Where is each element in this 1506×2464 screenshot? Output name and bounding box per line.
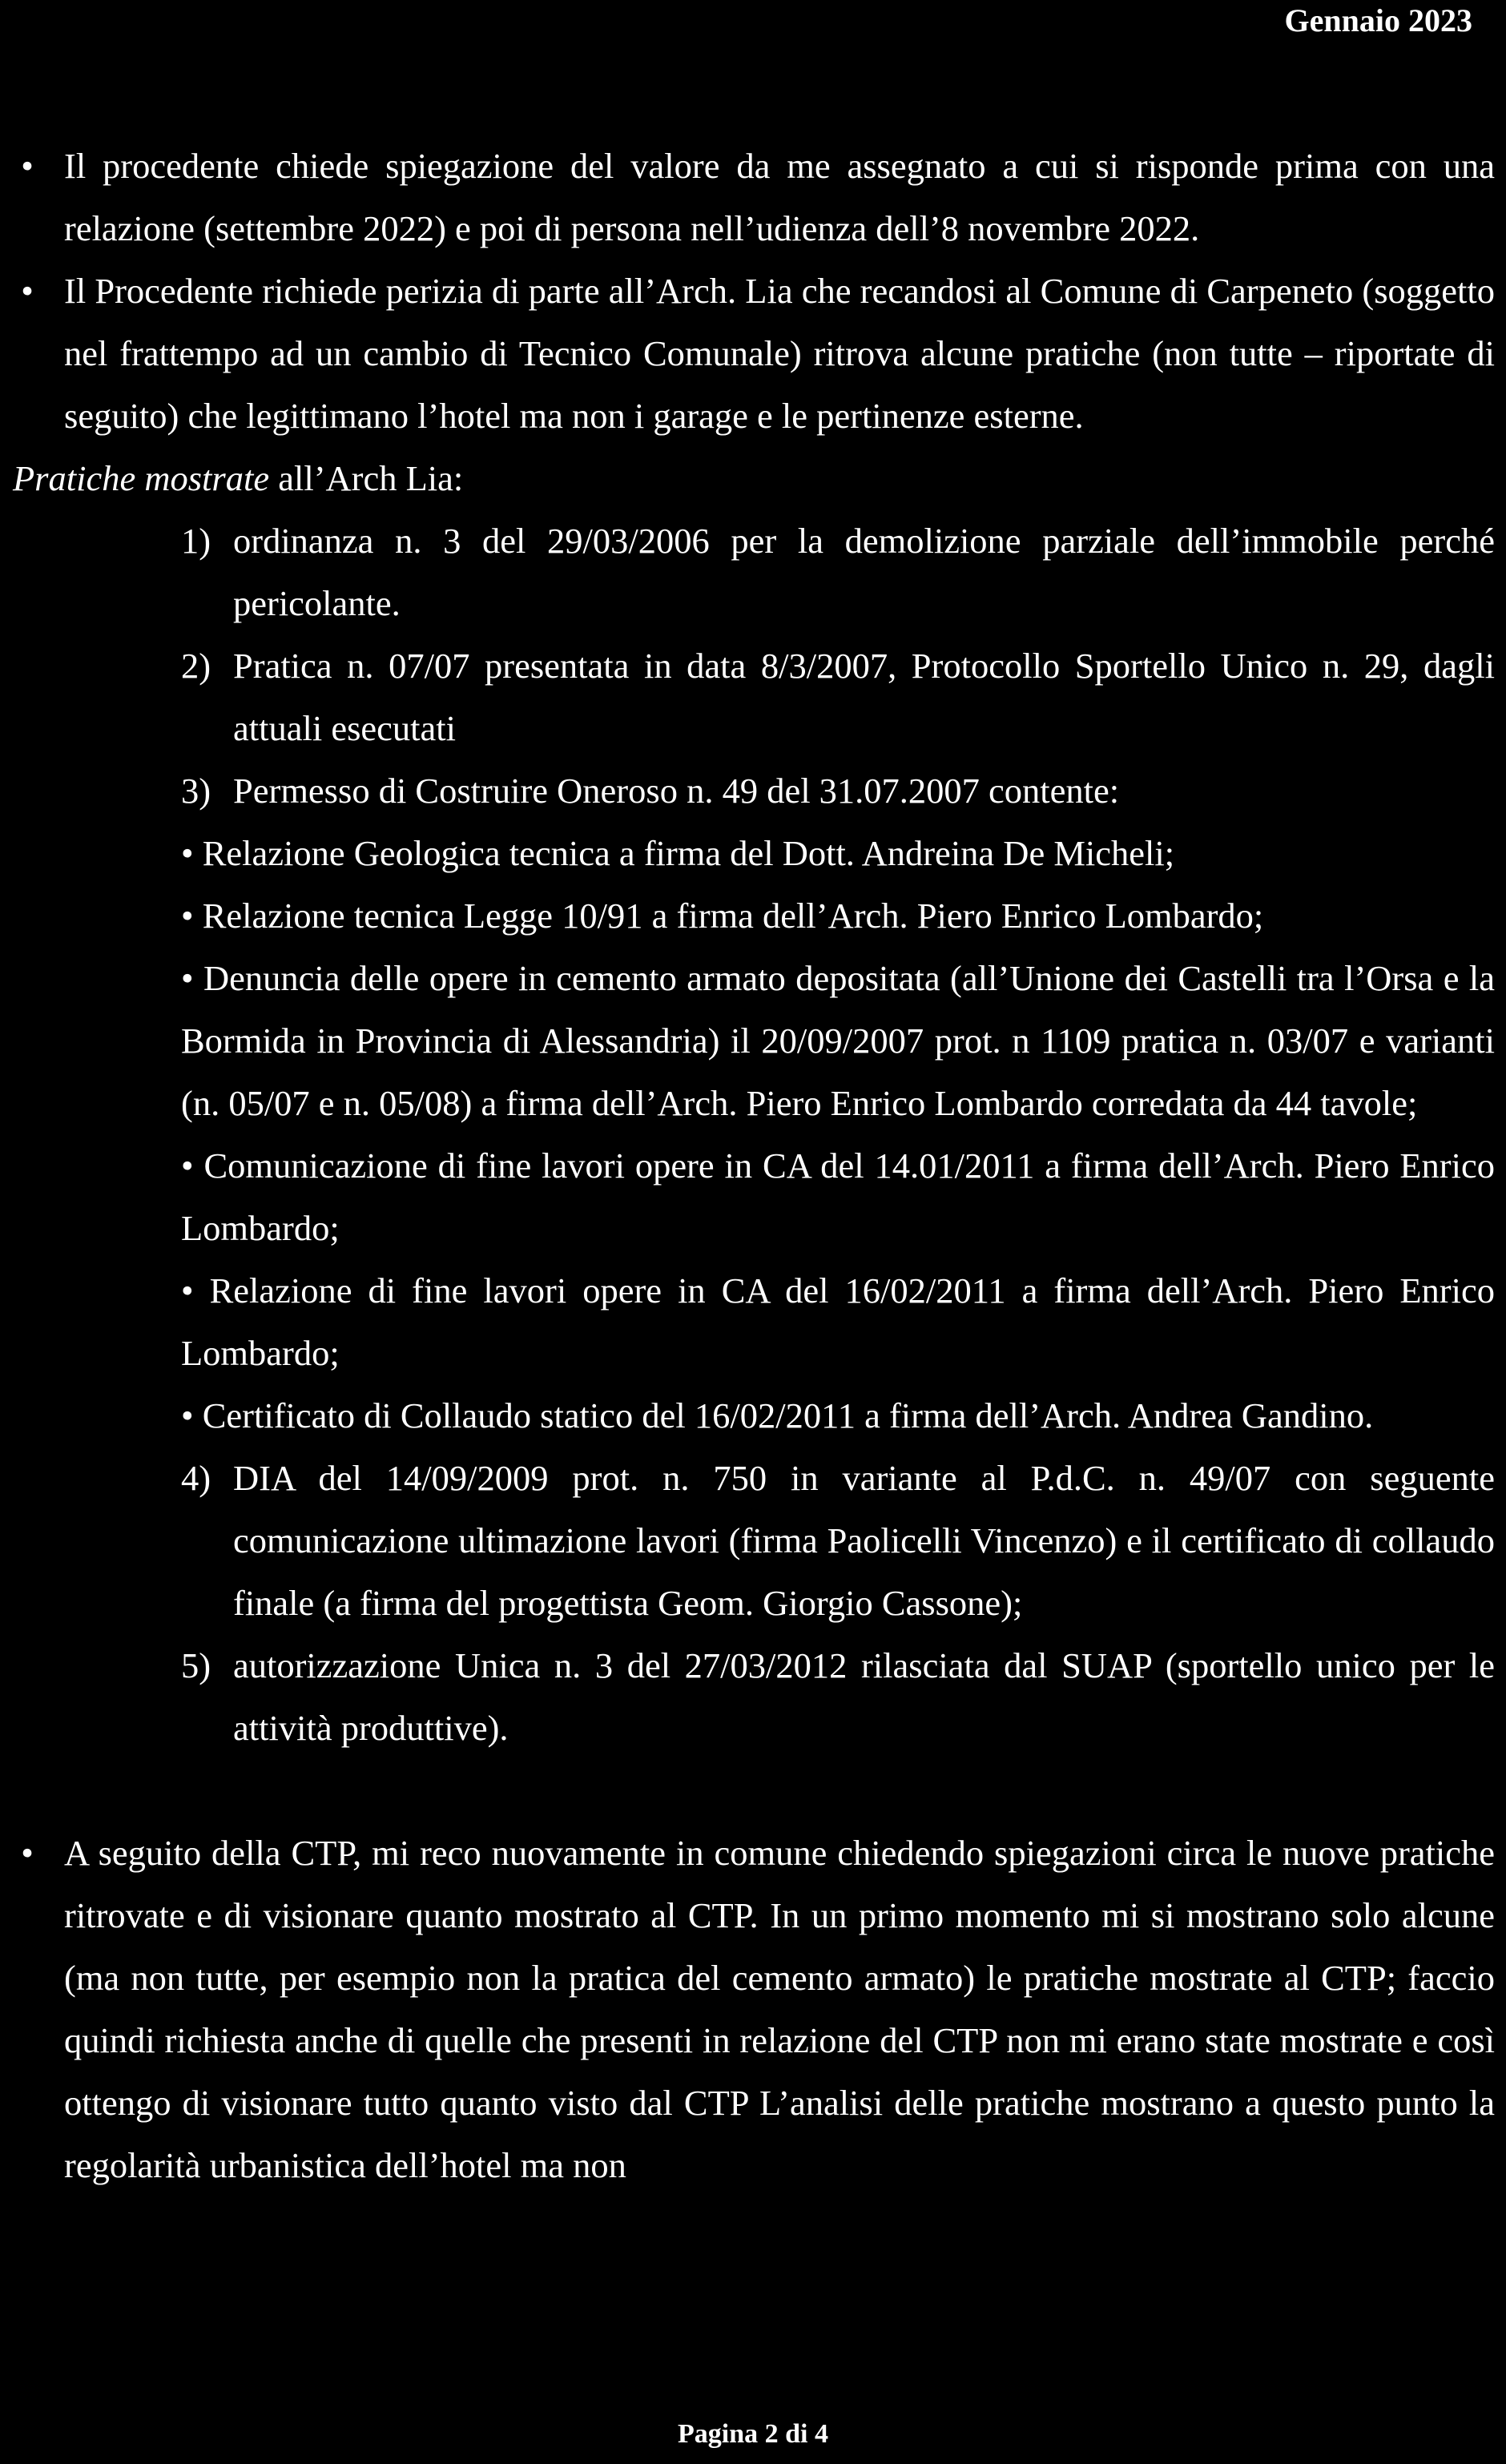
- heading-rest: all’Arch Lia:: [269, 458, 464, 498]
- bullet-paragraph: [13, 260, 1495, 447]
- spacer: [13, 1759, 1495, 1822]
- item-number: 1): [181, 521, 211, 561]
- item-number: 4): [181, 1458, 211, 1498]
- item-text: ordinanza n. 3 del 29/03/2006 per la demolizione parziale dell’immobile perché pericolante.: [233, 521, 1495, 623]
- paragraph-text: Il procedente chiede spiegazione del valore da me assegnato a cui si risponde prima con una relazione (settembre 2022) e poi di persona nell’udienza dell’8 novembre 2022.: [64, 146, 1495, 248]
- bullet-dot-icon: •: [21, 271, 34, 311]
- item-text: autorizzazione Unica n. 3 del 27/03/2012 rilasciata dal SUAP (sportello unico per le attività produttive).: [233, 1645, 1495, 1748]
- pratiche-heading: [13, 447, 1495, 509]
- numbered-item: [13, 1634, 1495, 1759]
- numbered-item: [13, 634, 1495, 759]
- paragraph-text: Il Procedente richiede perizia di parte all’Arch. Lia che recandosi al Comune di Carpeneto (soggetto nel frattempo ad un cambio di Tecnico Comunale) ritrova alcune pratiche (non tutte – riportate di seguito) che legittimano l’hotel ma non i garage e le pertinenze esterne.: [64, 271, 1495, 436]
- item-number: 5): [181, 1645, 211, 1685]
- page-number: Pagina 2 di 4: [678, 2419, 828, 2449]
- sub-item: • Relazione di fine lavori opere in CA del 16/02/2011 a firma dell’Arch. Piero Enrico Lombardo;: [181, 1270, 1495, 1373]
- item-number: 2): [181, 646, 211, 686]
- document-body: [13, 135, 1495, 2196]
- bullet-dot-icon: •: [21, 1833, 34, 1873]
- numbered-item: [13, 1447, 1495, 1634]
- sub-item: • Relazione Geologica tecnica a firma del Dott. Andreina De Micheli;: [181, 833, 1175, 873]
- bullet-dot-icon: •: [21, 146, 34, 186]
- numbered-item: [13, 759, 1495, 822]
- sub-item: • Certificato di Collaudo statico del 16/02/2011 a firma dell’Arch. Andrea Gandino.: [181, 1395, 1374, 1435]
- item-text: Permesso di Costruire Oneroso n. 49 del 31.07.2007 contente:: [233, 771, 1120, 811]
- sub-item: • Relazione tecnica Legge 10/91 a firma dell’Arch. Piero Enrico Lombardo;: [181, 896, 1264, 936]
- sub-item: • Comunicazione di fine lavori opere in CA del 14.01/2011 a firma dell’Arch. Piero Enrico Lombardo;: [181, 1145, 1495, 1248]
- numbered-item: [13, 509, 1495, 634]
- item-text: DIA del 14/09/2009 prot. n. 750 in variante al P.d.C. n. 49/07 con seguente comunicazione ultimazione lavori (firma Paolicelli Vincenzo) e il certificato di collaudo finale (a firma del progettista Geom. Giorgio Cassone);: [233, 1458, 1495, 1623]
- bullet-paragraph: [13, 1822, 1495, 2196]
- paragraph-text: A seguito della CTP, mi reco nuovamente in comune chiedendo spiegazioni circa le nuove pratiche ritrovate e di visionare quanto mostrato al CTP. In un primo momento mi si mostrano solo alcune (ma non tutte, per esempio non la pratica del cemento armato) le pratiche mostrate al CTP; faccio quindi richiesta anche di quelle che presenti in relazione del CTP non mi erano state mostrate e così ottengo di visionare tutto quanto visto dal CTP L’analisi delle pratiche mostrano a questo punto la regolarità urbanistica dell’hotel ma non: [64, 1833, 1495, 2185]
- bullet-paragraph: [13, 135, 1495, 260]
- item-number: 3): [181, 771, 211, 811]
- header-date: Gennaio 2023: [1284, 2, 1472, 38]
- heading-italic: Pratiche mostrate: [13, 458, 270, 498]
- item-text: Pratica n. 07/07 presentata in data 8/3/2007, Protocollo Sportello Unico n. 29, dagli attuali esecutati: [233, 646, 1495, 748]
- sub-item: • Denuncia delle opere in cemento armato depositata (all’Unione dei Castelli tra l’Orsa e la Bormida in Provincia di Alessandria) il 20/09/2007 prot. n 1109 pratica n. 03/07 e varianti (n. 05/07 e n. 05/08) a firma dell’Arch. Piero Enrico Lombardo corredata da 44 tavole;: [181, 958, 1495, 1123]
